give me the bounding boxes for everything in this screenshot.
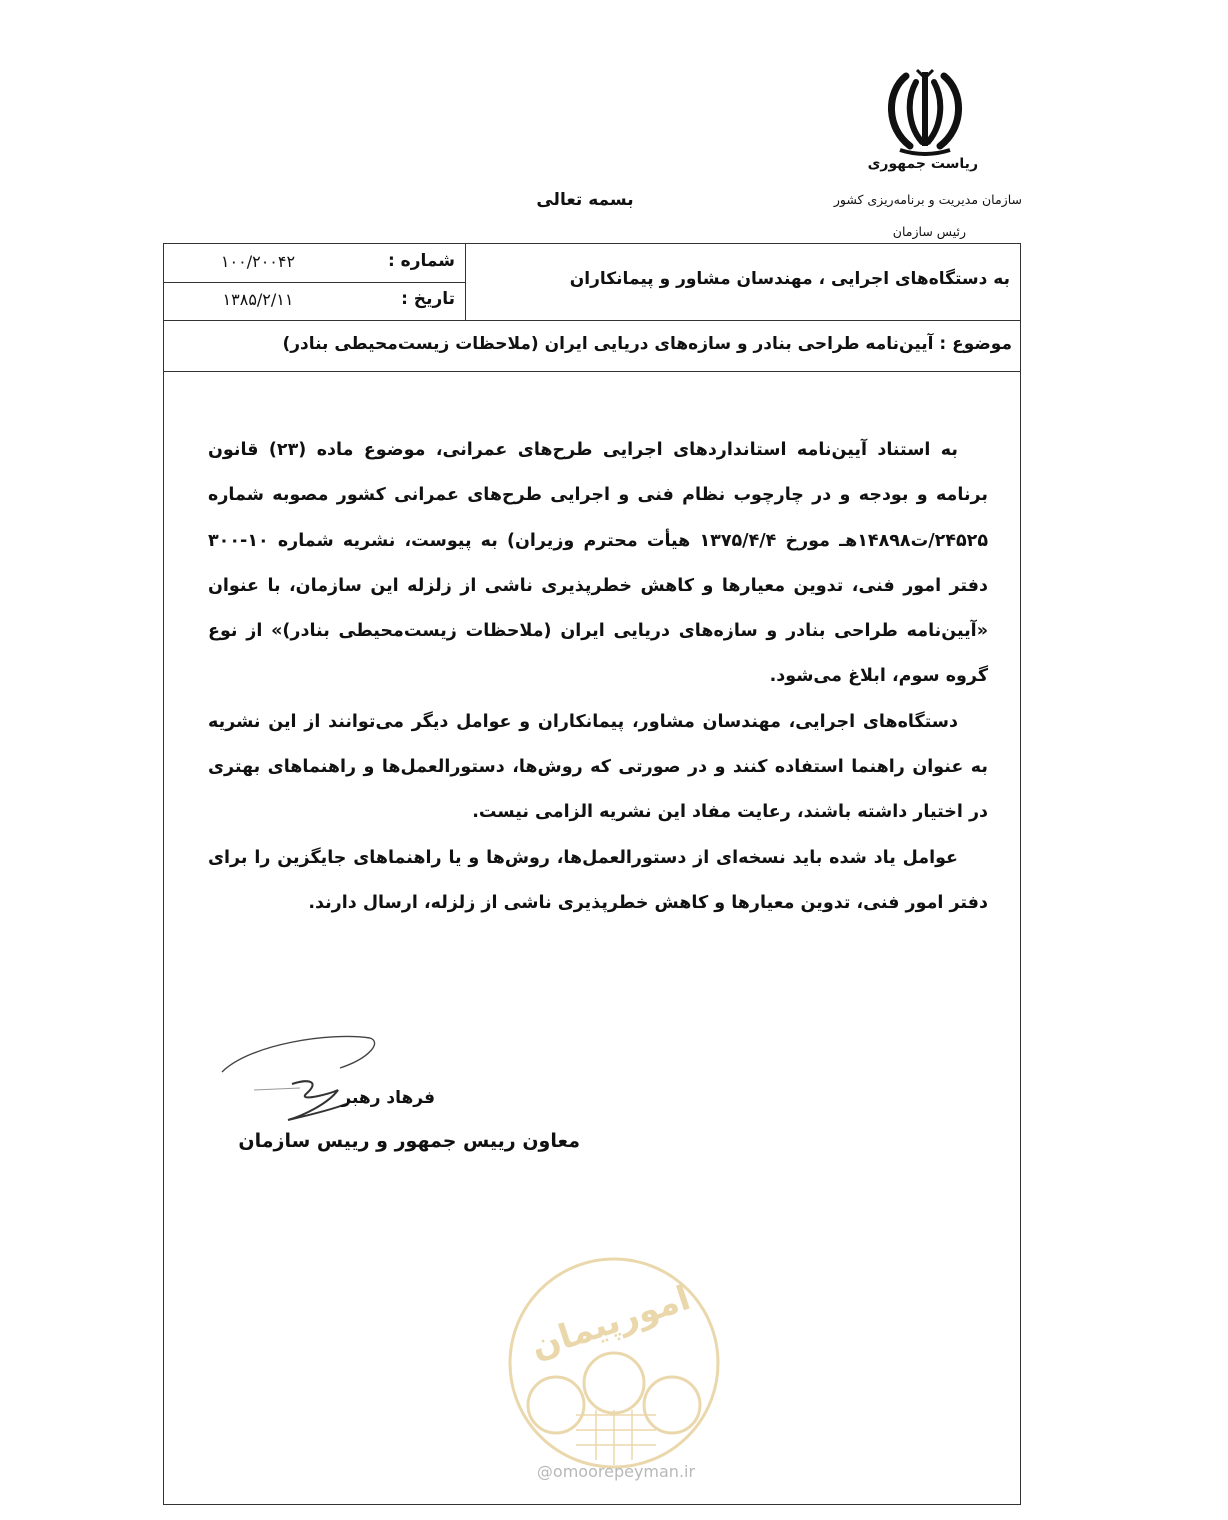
letter-number-label: شماره : bbox=[387, 251, 455, 271]
letter-invocation: بسمه تعالی bbox=[536, 190, 634, 210]
watermark-url: @omoorepeyman.ir bbox=[536, 1462, 696, 1481]
publication-title: آیین‌نامه طراحی بنادر و سازه‌های دریایی ایران (ملاحظات زیست‌محیطی بنادر) bbox=[282, 621, 977, 642]
body-paragraph-3: عوامل یاد شده باید نسخه‌ای از دستورالعمل‌ها، روش‌ها و یا راهنماهای جایگزین را برای دفتر امور فنی، تدوین معیارها و کاهش خطرپذیری ناشی از زلزله، ارسال دارند. bbox=[208, 847, 988, 913]
letterhead-office: رئیس سازمان bbox=[892, 224, 966, 239]
watermark-seal-text: امورپیمان bbox=[526, 1278, 696, 1368]
letter-subject: موضوع : آیین‌نامه طراحی بنادر و سازه‌های دریایی ایران (ملاحظات زیست‌محیطی بنادر) bbox=[282, 334, 1012, 354]
letter-number-value: ۱۰۰/۲۰۰۴۲ bbox=[220, 252, 296, 271]
body-paragraph-2: دستگاه‌های اجرایی، مهندسان مشاور، پیمانکاران و عوامل دیگر می‌توانند از این نشریه به عنوان راهنما استفاده کنند و در صورتی که روش‌ها، دستورالعمل‌ها و راهنماهای بهتری در اختیار داشته باشند، رعایت مفاد این نشریه الزامی نیست. bbox=[208, 711, 988, 823]
body-paragraph-1-intro: به استناد آیین‌نامه استانداردهای اجرایی طرح‌های عمرانی، موضوع ماده (۲۳) قانون برنامه و بودجه و در چارچوب نظام فنی و اجرایی طرح‌های عمرانی کشور مصوبه شماره ۲۴۵۲۵/ت۱۴۸۹۸هـ مورخ ۱۳۷۵/۴/۴ هیأت محترم وزیران) به پیوست، نشریه شماره ۱۰-۳۰۰ دفتر امور فنی، تدوین معیارها و کاهش خطرپذیری ناشی از زلزله این سازمان، با عنوان « bbox=[208, 440, 988, 642]
letter-number-row bbox=[164, 244, 465, 283]
body-paragraph-1 bbox=[208, 428, 988, 700]
letterhead-presidency: ریاست جمهوری bbox=[867, 156, 978, 172]
letterhead-organization: سازمان مدیریت و برنامه‌ریزی کشور bbox=[833, 192, 1022, 207]
watermark-seal-icon bbox=[506, 1255, 722, 1471]
letter-subject-row bbox=[164, 321, 1020, 372]
letter-header-row bbox=[164, 244, 1020, 321]
handwritten-signature bbox=[210, 1024, 400, 1134]
letter-date-value: ۱۳۸۵/۲/۱۱ bbox=[222, 290, 294, 309]
body-paragraph-1-outro: » از نوع گروه سوم، ابلاغ می‌شود. bbox=[208, 621, 988, 687]
letter-body bbox=[208, 428, 988, 926]
letter-meta-box bbox=[164, 244, 466, 320]
letter-recipient: به دستگاه‌های اجرایی ، مهندسان مشاور و پیمانکاران bbox=[569, 269, 1010, 289]
letter-date-label: تاریخ : bbox=[401, 289, 455, 309]
signer-title: معاون رییس جمهور و رییس سازمان bbox=[238, 1130, 580, 1152]
signer-name: فرهاد رهبر bbox=[341, 1088, 435, 1108]
letter-date-row bbox=[164, 282, 465, 320]
iran-emblem-icon bbox=[880, 66, 970, 156]
